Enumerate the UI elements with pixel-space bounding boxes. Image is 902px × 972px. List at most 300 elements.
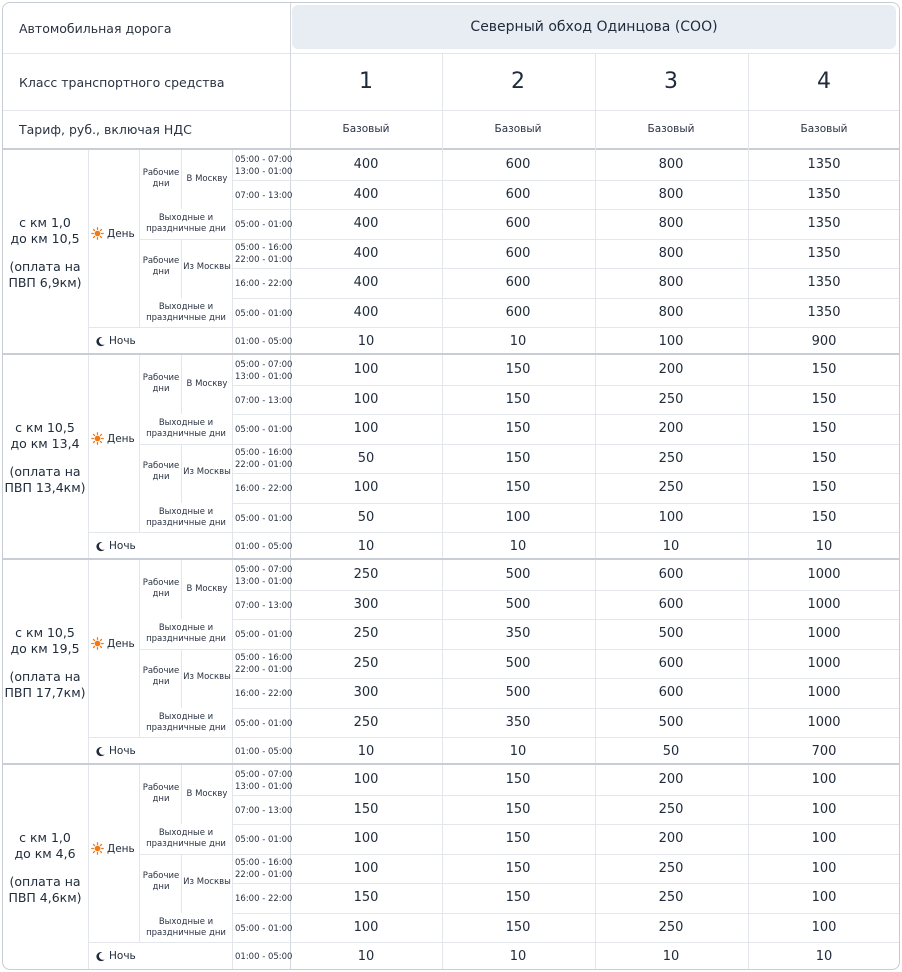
- segment-payment-text: ПВП 17,7км): [4, 685, 86, 700]
- price-cell: 150: [505, 890, 531, 905]
- time-text: 22:00 - 01:00: [235, 870, 293, 880]
- price-cell: 600: [658, 597, 684, 612]
- time-range: [235, 834, 292, 846]
- divider: [232, 619, 899, 620]
- price-cell: 250: [658, 861, 684, 876]
- moon-icon: [95, 541, 106, 552]
- time-text: 05:00 - 07:00: [235, 155, 293, 165]
- price-cell: 600: [505, 187, 531, 202]
- price-cell: 600: [505, 157, 531, 172]
- divider: [88, 560, 89, 767]
- divider: [3, 353, 899, 355]
- sun-icon: [91, 637, 104, 650]
- price-cell: 150: [353, 802, 379, 817]
- price-cell: 1350: [807, 187, 841, 202]
- moon-icon: [95, 746, 106, 757]
- time-range: [235, 688, 292, 700]
- price-cell: 100: [353, 772, 379, 787]
- spacer: [3, 247, 87, 259]
- price-cell: 10: [357, 744, 375, 759]
- from-moscow-label: Из Москвы: [183, 467, 231, 477]
- price-cell: 400: [353, 187, 379, 202]
- price-cell: 250: [353, 567, 379, 582]
- price-cell: 150: [811, 451, 837, 466]
- price-cell: 100: [811, 861, 837, 876]
- price-cell: 150: [353, 890, 379, 905]
- segment-payment-text: (оплата на: [9, 874, 81, 889]
- sun-icon: [91, 227, 104, 240]
- divider: [88, 765, 89, 970]
- night-text: Ночь: [109, 540, 136, 552]
- price-cell: 250: [353, 626, 379, 641]
- time-text: 01:00 - 05:00: [235, 337, 293, 347]
- weekends-label: Выходные и праздничные дни: [146, 712, 226, 733]
- price-cell: 150: [505, 392, 531, 407]
- segment-range-text: до км 13,4: [10, 436, 80, 451]
- price-cell: 250: [658, 890, 684, 905]
- vehicle-class-label: Класс транспортного средства: [19, 75, 225, 90]
- divider: [181, 649, 182, 708]
- price-cell: 800: [658, 187, 684, 202]
- night-text: Ночь: [109, 745, 136, 757]
- time-text: 05:00 - 07:00: [235, 770, 293, 780]
- time-range: [235, 278, 292, 290]
- price-cell: 400: [353, 305, 379, 320]
- price-cell: 1350: [807, 246, 841, 261]
- day-text: День: [107, 227, 135, 240]
- divider: [139, 854, 899, 855]
- time-range: [235, 857, 292, 881]
- divider: [88, 355, 89, 562]
- weekends-label: Выходные и праздничные дни: [146, 302, 226, 323]
- from-moscow-label: Из Москвы: [183, 877, 231, 887]
- price-cell: 400: [353, 275, 379, 290]
- price-cell: 10: [509, 539, 527, 554]
- tariff-table: [2, 2, 900, 970]
- price-cell: 10: [357, 334, 375, 349]
- time-range: [235, 154, 292, 178]
- price-cell: 50: [357, 510, 375, 525]
- price-cell: 350: [505, 626, 531, 641]
- time-range: [235, 564, 292, 588]
- time-range: [235, 483, 292, 495]
- time-text: 01:00 - 05:00: [235, 952, 293, 962]
- time-range: [235, 805, 292, 817]
- time-range: [235, 308, 292, 320]
- divider: [3, 558, 899, 560]
- sun-icon: [91, 432, 104, 445]
- divider: [3, 110, 899, 111]
- from-moscow-label: Из Москвы: [183, 262, 231, 272]
- divider: [232, 590, 899, 591]
- price-cell: 1000: [807, 685, 841, 700]
- day-text: День: [107, 432, 135, 445]
- divider: [232, 268, 899, 269]
- time-range: [235, 541, 292, 553]
- time-text: 05:00 - 01:00: [235, 835, 293, 845]
- price-cell: 400: [353, 246, 379, 261]
- price-cell: 500: [505, 685, 531, 700]
- segment-payment-text: (оплата на: [9, 259, 81, 274]
- time-range: [235, 513, 292, 525]
- price-cell: 500: [658, 715, 684, 730]
- divider: [139, 239, 899, 240]
- price-cell: 10: [662, 539, 680, 554]
- divider: [232, 708, 899, 709]
- time-range: [235, 242, 292, 266]
- price-cell: 1000: [807, 597, 841, 612]
- time-range: [235, 746, 292, 758]
- segment-range-text: до км 4,6: [14, 846, 76, 861]
- time-text: 05:00 - 01:00: [235, 719, 293, 729]
- time-text: 07:00 - 13:00: [235, 191, 293, 201]
- price-cell: 150: [811, 362, 837, 377]
- spacer: [3, 657, 87, 669]
- price-cell: 150: [811, 421, 837, 436]
- price-cell: 500: [505, 656, 531, 671]
- time-range: [235, 424, 292, 436]
- time-text: 13:00 - 01:00: [235, 577, 293, 587]
- price-cell: 300: [353, 685, 379, 700]
- class-1-header: 1: [359, 69, 373, 94]
- price-cell: 150: [505, 802, 531, 817]
- workdays-label: Рабочие дни: [142, 168, 180, 189]
- price-cell: 1350: [807, 305, 841, 320]
- class-3-header: 3: [664, 69, 678, 94]
- time-text: 05:00 - 01:00: [235, 630, 293, 640]
- price-cell: 250: [658, 802, 684, 817]
- segment-range-text: с км 1,0: [19, 830, 71, 845]
- price-cell: 200: [658, 362, 684, 377]
- price-cell: 10: [815, 949, 833, 964]
- weekends-label: Выходные и праздничные дни: [146, 828, 226, 849]
- price-cell: 250: [658, 392, 684, 407]
- time-text: 05:00 - 16:00: [235, 243, 293, 253]
- price-cell: 150: [505, 480, 531, 495]
- price-cell: 500: [658, 626, 684, 641]
- divider: [88, 532, 899, 533]
- weekends-label: Выходные и праздничные дни: [146, 507, 226, 528]
- time-text: 07:00 - 13:00: [235, 601, 293, 611]
- price-cell: 10: [509, 949, 527, 964]
- day-label: [91, 637, 135, 650]
- price-cell: 10: [509, 744, 527, 759]
- price-cell: 100: [353, 861, 379, 876]
- price-cell: 100: [658, 510, 684, 525]
- segment-payment-text: (оплата на: [9, 464, 81, 479]
- time-text: 22:00 - 01:00: [235, 665, 293, 675]
- segment-range-label: [3, 830, 87, 906]
- segment-range-label: [3, 215, 87, 291]
- time-text: 16:00 - 22:00: [235, 279, 293, 289]
- time-text: 13:00 - 01:00: [235, 167, 293, 177]
- price-cell: 600: [658, 685, 684, 700]
- price-cell: 800: [658, 157, 684, 172]
- time-text: 22:00 - 01:00: [235, 255, 293, 265]
- price-cell: 10: [815, 539, 833, 554]
- night-label: [95, 335, 136, 347]
- time-text: 05:00 - 16:00: [235, 448, 293, 458]
- day-text: День: [107, 842, 135, 855]
- price-cell: 150: [505, 920, 531, 935]
- divider: [232, 473, 899, 474]
- time-range: [235, 923, 292, 935]
- price-cell: 400: [353, 157, 379, 172]
- divider: [181, 444, 182, 503]
- price-cell: 100: [811, 890, 837, 905]
- price-cell: 600: [505, 305, 531, 320]
- time-range: [235, 951, 292, 963]
- price-cell: 100: [353, 480, 379, 495]
- price-cell: 150: [505, 362, 531, 377]
- price-cell: 600: [505, 216, 531, 231]
- divider: [3, 53, 899, 54]
- time-range: [235, 629, 292, 641]
- time-range: [235, 395, 292, 407]
- weekends-label: Выходные и праздничные дни: [146, 213, 226, 234]
- price-cell: 100: [353, 831, 379, 846]
- price-cell: 1000: [807, 567, 841, 582]
- price-cell: 150: [505, 831, 531, 846]
- workdays-label: Рабочие дни: [142, 783, 180, 804]
- segment-range-text: до км 10,5: [10, 231, 80, 246]
- segment-payment-text: ПВП 13,4км): [4, 480, 86, 495]
- time-text: 01:00 - 05:00: [235, 747, 293, 757]
- moon-icon: [95, 336, 106, 347]
- price-cell: 50: [357, 451, 375, 466]
- price-cell: 250: [658, 451, 684, 466]
- segment-payment-text: (оплата на: [9, 669, 81, 684]
- tariff-type-1: Базовый: [342, 123, 390, 135]
- price-cell: 1000: [807, 626, 841, 641]
- night-label: [95, 745, 136, 757]
- time-range: [235, 769, 292, 793]
- price-cell: 50: [662, 744, 680, 759]
- price-cell: 10: [357, 949, 375, 964]
- price-cell: 100: [658, 334, 684, 349]
- time-text: 05:00 - 01:00: [235, 425, 293, 435]
- time-text: 05:00 - 16:00: [235, 858, 293, 868]
- workdays-label: Рабочие дни: [142, 256, 180, 277]
- price-cell: 100: [811, 772, 837, 787]
- night-label: [95, 540, 136, 552]
- divider: [88, 327, 899, 328]
- divider: [88, 737, 899, 738]
- price-cell: 100: [353, 920, 379, 935]
- divider: [232, 414, 899, 415]
- day-text: День: [107, 637, 135, 650]
- day-label: [91, 227, 135, 240]
- divider: [181, 765, 182, 824]
- segment-payment-text: ПВП 6,9км): [8, 275, 82, 290]
- price-cell: 600: [505, 275, 531, 290]
- divider: [232, 503, 899, 504]
- day-label: [91, 842, 135, 855]
- time-range: [235, 359, 292, 383]
- time-range: [235, 893, 292, 905]
- divider: [232, 913, 899, 914]
- divider: [232, 883, 899, 884]
- price-cell: 250: [353, 715, 379, 730]
- segment-range-text: с км 10,5: [15, 625, 75, 640]
- segment-range-label: [3, 420, 87, 496]
- time-text: 22:00 - 01:00: [235, 460, 293, 470]
- night-text: Ночь: [109, 950, 136, 962]
- price-cell: 250: [658, 920, 684, 935]
- price-cell: 800: [658, 275, 684, 290]
- segment-range-text: с км 10,5: [15, 420, 75, 435]
- divider: [88, 150, 89, 357]
- price-cell: 100: [811, 802, 837, 817]
- tariff-type-2: Базовый: [494, 123, 542, 135]
- time-text: 13:00 - 01:00: [235, 782, 293, 792]
- divider: [88, 942, 899, 943]
- time-text: 13:00 - 01:00: [235, 372, 293, 382]
- price-cell: 200: [658, 831, 684, 846]
- divider: [139, 649, 899, 650]
- divider: [3, 148, 899, 150]
- night-text: Ночь: [109, 335, 136, 347]
- price-cell: 250: [353, 656, 379, 671]
- time-text: 05:00 - 16:00: [235, 653, 293, 663]
- time-text: 16:00 - 22:00: [235, 689, 293, 699]
- sun-icon: [91, 842, 104, 855]
- road-label: Автомобильная дорога: [19, 21, 172, 36]
- divider: [181, 239, 182, 298]
- price-cell: 150: [811, 392, 837, 407]
- divider: [232, 678, 899, 679]
- workdays-label: Рабочие дни: [142, 666, 180, 687]
- to-moscow-label: В Москву: [186, 789, 228, 799]
- time-text: 16:00 - 22:00: [235, 894, 293, 904]
- price-cell: 400: [353, 216, 379, 231]
- time-text: 05:00 - 01:00: [235, 309, 293, 319]
- price-cell: 100: [353, 362, 379, 377]
- time-text: 05:00 - 01:00: [235, 514, 293, 524]
- weekends-label: Выходные и праздничные дни: [146, 623, 226, 644]
- segment-range-label: [3, 625, 87, 701]
- price-cell: 1350: [807, 216, 841, 231]
- road-name: Северный обход Одинцова (СОО): [470, 19, 718, 35]
- time-text: 07:00 - 13:00: [235, 806, 293, 816]
- price-cell: 10: [357, 539, 375, 554]
- price-cell: 100: [811, 831, 837, 846]
- time-text: 05:00 - 07:00: [235, 565, 293, 575]
- divider: [139, 444, 899, 445]
- price-cell: 900: [811, 334, 837, 349]
- divider: [3, 763, 899, 765]
- price-cell: 500: [505, 597, 531, 612]
- price-cell: 700: [811, 744, 837, 759]
- price-cell: 100: [353, 392, 379, 407]
- moon-icon: [95, 951, 106, 962]
- time-range: [235, 336, 292, 348]
- workdays-label: Рабочие дни: [142, 871, 180, 892]
- divider: [232, 298, 899, 299]
- spacer: [3, 862, 87, 874]
- price-cell: 600: [658, 656, 684, 671]
- price-cell: 1350: [807, 275, 841, 290]
- time-range: [235, 652, 292, 676]
- price-cell: 150: [811, 510, 837, 525]
- price-cell: 800: [658, 246, 684, 261]
- time-text: 07:00 - 13:00: [235, 396, 293, 406]
- segment-range-text: с км 1,0: [19, 215, 71, 230]
- price-cell: 250: [658, 480, 684, 495]
- from-moscow-label: Из Москвы: [183, 672, 231, 682]
- divider: [232, 385, 899, 386]
- price-cell: 150: [811, 480, 837, 495]
- time-range: [235, 447, 292, 471]
- divider: [181, 150, 182, 209]
- night-label: [95, 950, 136, 962]
- workdays-label: Рабочие дни: [142, 578, 180, 599]
- price-cell: 100: [353, 421, 379, 436]
- time-text: 05:00 - 01:00: [235, 220, 293, 230]
- price-cell: 100: [811, 920, 837, 935]
- price-cell: 150: [505, 451, 531, 466]
- price-cell: 1000: [807, 656, 841, 671]
- price-cell: 800: [658, 305, 684, 320]
- segment-range-text: до км 19,5: [10, 641, 80, 656]
- divider: [232, 180, 899, 181]
- price-cell: 100: [505, 510, 531, 525]
- tariff-label: Тариф, руб., включая НДС: [19, 122, 192, 137]
- time-range: [235, 219, 292, 231]
- price-cell: 150: [505, 421, 531, 436]
- price-cell: 300: [353, 597, 379, 612]
- price-cell: 150: [505, 861, 531, 876]
- price-cell: 200: [658, 421, 684, 436]
- time-text: 01:00 - 05:00: [235, 542, 293, 552]
- price-cell: 10: [509, 334, 527, 349]
- workdays-label: Рабочие дни: [142, 373, 180, 394]
- time-text: 16:00 - 22:00: [235, 484, 293, 494]
- price-cell: 150: [505, 772, 531, 787]
- segment-payment-text: ПВП 4,6км): [8, 890, 82, 905]
- price-cell: 600: [658, 567, 684, 582]
- price-cell: 350: [505, 715, 531, 730]
- weekends-label: Выходные и праздничные дни: [146, 418, 226, 439]
- price-cell: 200: [658, 772, 684, 787]
- to-moscow-label: В Москву: [186, 584, 228, 594]
- time-text: 05:00 - 07:00: [235, 360, 293, 370]
- price-cell: 500: [505, 567, 531, 582]
- price-cell: 600: [505, 246, 531, 261]
- class-4-header: 4: [817, 69, 831, 94]
- road-name-banner: [292, 5, 896, 49]
- tariff-type-3: Базовый: [647, 123, 695, 135]
- time-text: 05:00 - 01:00: [235, 924, 293, 934]
- to-moscow-label: В Москву: [186, 379, 228, 389]
- day-label: [91, 432, 135, 445]
- price-cell: 10: [662, 949, 680, 964]
- divider: [232, 795, 899, 796]
- divider: [232, 209, 899, 210]
- price-cell: 800: [658, 216, 684, 231]
- divider: [181, 355, 182, 414]
- divider: [181, 560, 182, 619]
- weekends-label: Выходные и праздничные дни: [146, 917, 226, 938]
- class-2-header: 2: [511, 69, 525, 94]
- divider: [232, 824, 899, 825]
- tariff-type-4: Базовый: [800, 123, 848, 135]
- price-cell: 1000: [807, 715, 841, 730]
- time-range: [235, 718, 292, 730]
- time-range: [235, 190, 292, 202]
- time-range: [235, 600, 292, 612]
- spacer: [3, 452, 87, 464]
